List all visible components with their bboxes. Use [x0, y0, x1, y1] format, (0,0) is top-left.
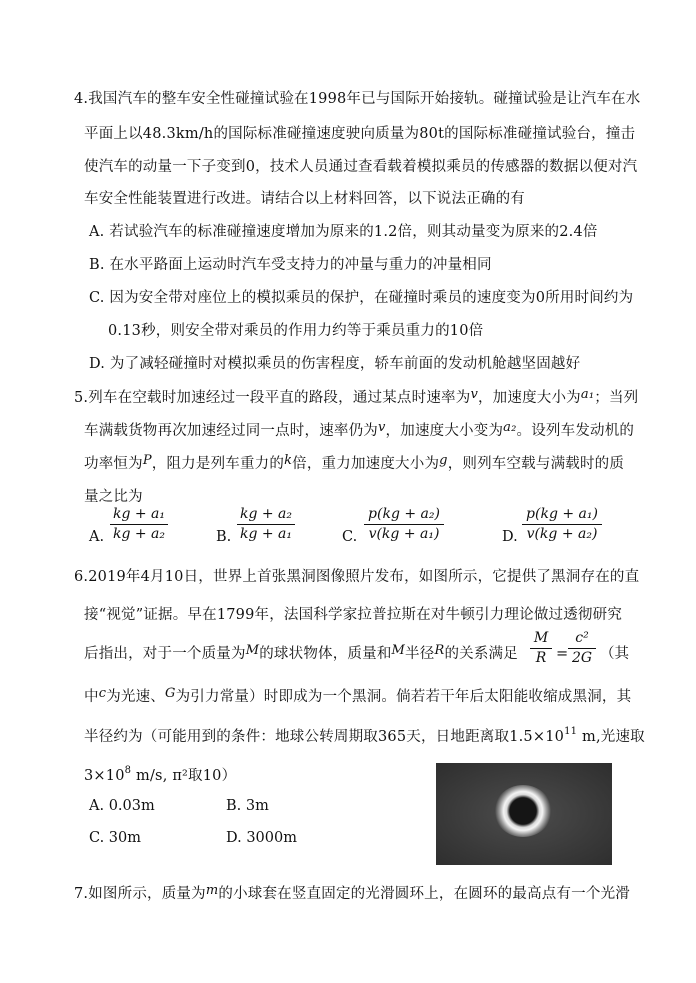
fraction-denominator: kg + a₂ — [112, 526, 166, 542]
q6-text: ） — [221, 768, 237, 784]
q4-stem-line4: 车安全性能装置进行改进。请结合以上材料回答，以下说法正确的有 — [84, 191, 525, 207]
q6-text: 中 — [84, 689, 99, 705]
q5-option-b-label: B. — [216, 529, 232, 545]
q6-stem-line1: 6.2019年4月10日，世界上首张黑洞图像照片发布，如图所示，它提供了黑洞存在的直 — [74, 569, 640, 585]
fraction-numerator: kg + a₁ — [112, 506, 166, 522]
q6-text: 为光速、 — [106, 689, 165, 705]
q5-text: 5.列车在空载时加速经过一段平直的路段，通过某点时速率为 — [74, 390, 471, 406]
var-M: M — [245, 643, 260, 658]
var-c: c — [98, 686, 107, 701]
fraction-numerator: p(kg + a₁) — [526, 506, 598, 522]
exponent: 8 — [124, 765, 132, 776]
q4-option-b: B. 在水平路面上运动时汽车受支持力的冲量与重力的冲量相同 — [89, 257, 492, 273]
fraction-bar — [522, 524, 602, 525]
var-g: g — [439, 453, 448, 468]
q6-text: （其 — [600, 646, 629, 662]
var-a1: a₁ — [580, 387, 595, 402]
q6-text: m,光速取 — [577, 729, 645, 745]
q6-stem-line6 — [84, 767, 236, 787]
q5-option-c-label: C. — [342, 529, 358, 545]
fraction-numerator: M — [533, 630, 549, 646]
q5-option-c-fraction — [364, 506, 444, 543]
pi-squared: π²取10 — [172, 768, 222, 784]
q5-stem-line3 — [84, 455, 624, 474]
fraction-bar — [568, 648, 596, 649]
q6-text: 半径 — [405, 646, 435, 662]
q5-text: 。设列车发动机的 — [516, 423, 635, 439]
q7-text: 的小球套在竖直固定的光滑圆环上，在圆环的最高点有一个光滑 — [218, 886, 630, 902]
q6-text: m/s, — [131, 768, 168, 784]
fraction-numerator: p(kg + a₂) — [368, 506, 440, 522]
exponent: 11 — [564, 726, 578, 737]
q4-option-c-line1: C. 因为安全带对座位上的模拟乘员的保护，在碰撞时乘员的速度变为0所用时间约为 — [89, 290, 634, 306]
fraction-bar — [110, 524, 168, 525]
var-k: k — [284, 453, 293, 468]
q5-text: ，则列车空载与满载时的质 — [447, 456, 625, 472]
q6-text: 后指出，对于一个质量为 — [84, 646, 246, 662]
var-m: m — [205, 883, 219, 898]
q4-stem-line1: 4.我国汽车的整车安全性碰撞试验在1998年已与国际开始接轨。碰撞试验是让汽车在水 — [74, 91, 641, 107]
q6-fraction-c2-over-2g — [568, 630, 596, 667]
var-M: M — [391, 643, 406, 658]
var-a2: a₂ — [503, 420, 517, 435]
var-R: R — [434, 643, 445, 658]
q5-option-a-label: A. — [89, 529, 105, 545]
fraction-denominator: v(kg + a₁) — [368, 526, 440, 542]
fraction-numerator: kg + a₂ — [239, 506, 293, 522]
q6-text: 为引力常量）时即成为一个黑洞。倘若若干年后太阳能收缩成黑洞，其 — [175, 689, 632, 705]
q4-stem-line2: 平面上以48.3km/h的国际标准碰撞速度驶向质量为80t的国际标准碰撞试验台，撞击 — [84, 126, 636, 142]
q6-text: 的球状物体，质量和 — [259, 646, 392, 662]
q6-fraction-m-over-r — [530, 630, 552, 667]
q5-option-a-fraction — [110, 506, 168, 543]
q5-text: ，阻力是列车重力的 — [151, 456, 285, 472]
q6-stem-line3 — [84, 645, 518, 664]
q5-stem-line1 — [74, 389, 638, 408]
speed-value: 3×10 — [84, 768, 125, 784]
var-p: P — [142, 453, 152, 468]
q5-option-d-label: D. — [502, 529, 518, 545]
q5-text: 倍，重力加速度大小为 — [292, 456, 440, 472]
q5-stem-line2 — [84, 422, 634, 441]
black-hole-image — [436, 763, 612, 865]
fraction-denominator: kg + a₁ — [239, 526, 293, 542]
q6-text: 半径约为（可能用到的条件：地球公转周期取365天，日地距离取 — [84, 729, 510, 745]
q6-option-d: D. 3000m — [226, 830, 297, 846]
q4-option-d: D. 为了减轻碰撞时对模拟乘员的伤害程度，轿车前面的发动机舱越坚固越好 — [89, 356, 581, 372]
q5-stem-line4: 量之比为 — [84, 489, 143, 505]
q5-text: ；当列 — [594, 390, 639, 406]
q4-option-c-line2: 0.13秒，则安全带对乘员的作用力约等于乘员重力的10倍 — [108, 323, 484, 339]
fraction-bar — [364, 524, 444, 525]
q6-stem-line2: 接“视觉”证据。早在1799年，法国科学家拉普拉斯在对牛顿引力理论做过透彻研究 — [84, 607, 623, 623]
var-v: v — [470, 387, 478, 402]
var-v: v — [378, 420, 386, 435]
q6-option-a: A. 0.03m — [89, 798, 155, 814]
q6-equals-sign: = — [556, 646, 569, 662]
black-hole-ring — [494, 785, 552, 837]
q5-option-b-fraction — [237, 506, 295, 543]
fraction-bar — [530, 648, 552, 649]
q4-option-a: A. 若试验汽车的标准碰撞速度增加为原来的1.2倍，则其动量变为原来的2.4倍 — [89, 224, 598, 240]
fraction-numerator: c² — [575, 630, 589, 646]
q5-option-d-fraction — [522, 506, 602, 543]
q6-option-c: C. 30m — [89, 830, 141, 846]
var-G: G — [165, 686, 176, 701]
q6-option-b: B. 3m — [226, 798, 269, 814]
distance-value: 1.5×10 — [509, 729, 565, 745]
q4-stem-line3: 使汽车的动量一下子变到0，技术人员通过查看载着模拟乘员的传感器的数据以便对汽 — [84, 159, 638, 175]
q6-stem-line5 — [84, 728, 645, 748]
q5-text: ，加速度大小变为 — [385, 423, 504, 439]
fraction-denominator: 2G — [571, 650, 593, 666]
q6-text: 的关系满足 — [444, 646, 518, 662]
fraction-denominator: v(kg + a₂) — [526, 526, 598, 542]
q6-stem-line4 — [84, 688, 631, 707]
q7-stem-line1 — [74, 885, 630, 904]
fraction-bar — [237, 524, 295, 525]
q5-text: 功率恒为 — [84, 456, 143, 472]
q7-text: 7.如图所示，质量为 — [74, 886, 206, 902]
fraction-denominator: R — [535, 650, 547, 666]
q5-text: 车满载货物再次加速经过同一点时，速率仍为 — [84, 423, 378, 439]
q5-text: ，加速度大小为 — [477, 390, 581, 406]
